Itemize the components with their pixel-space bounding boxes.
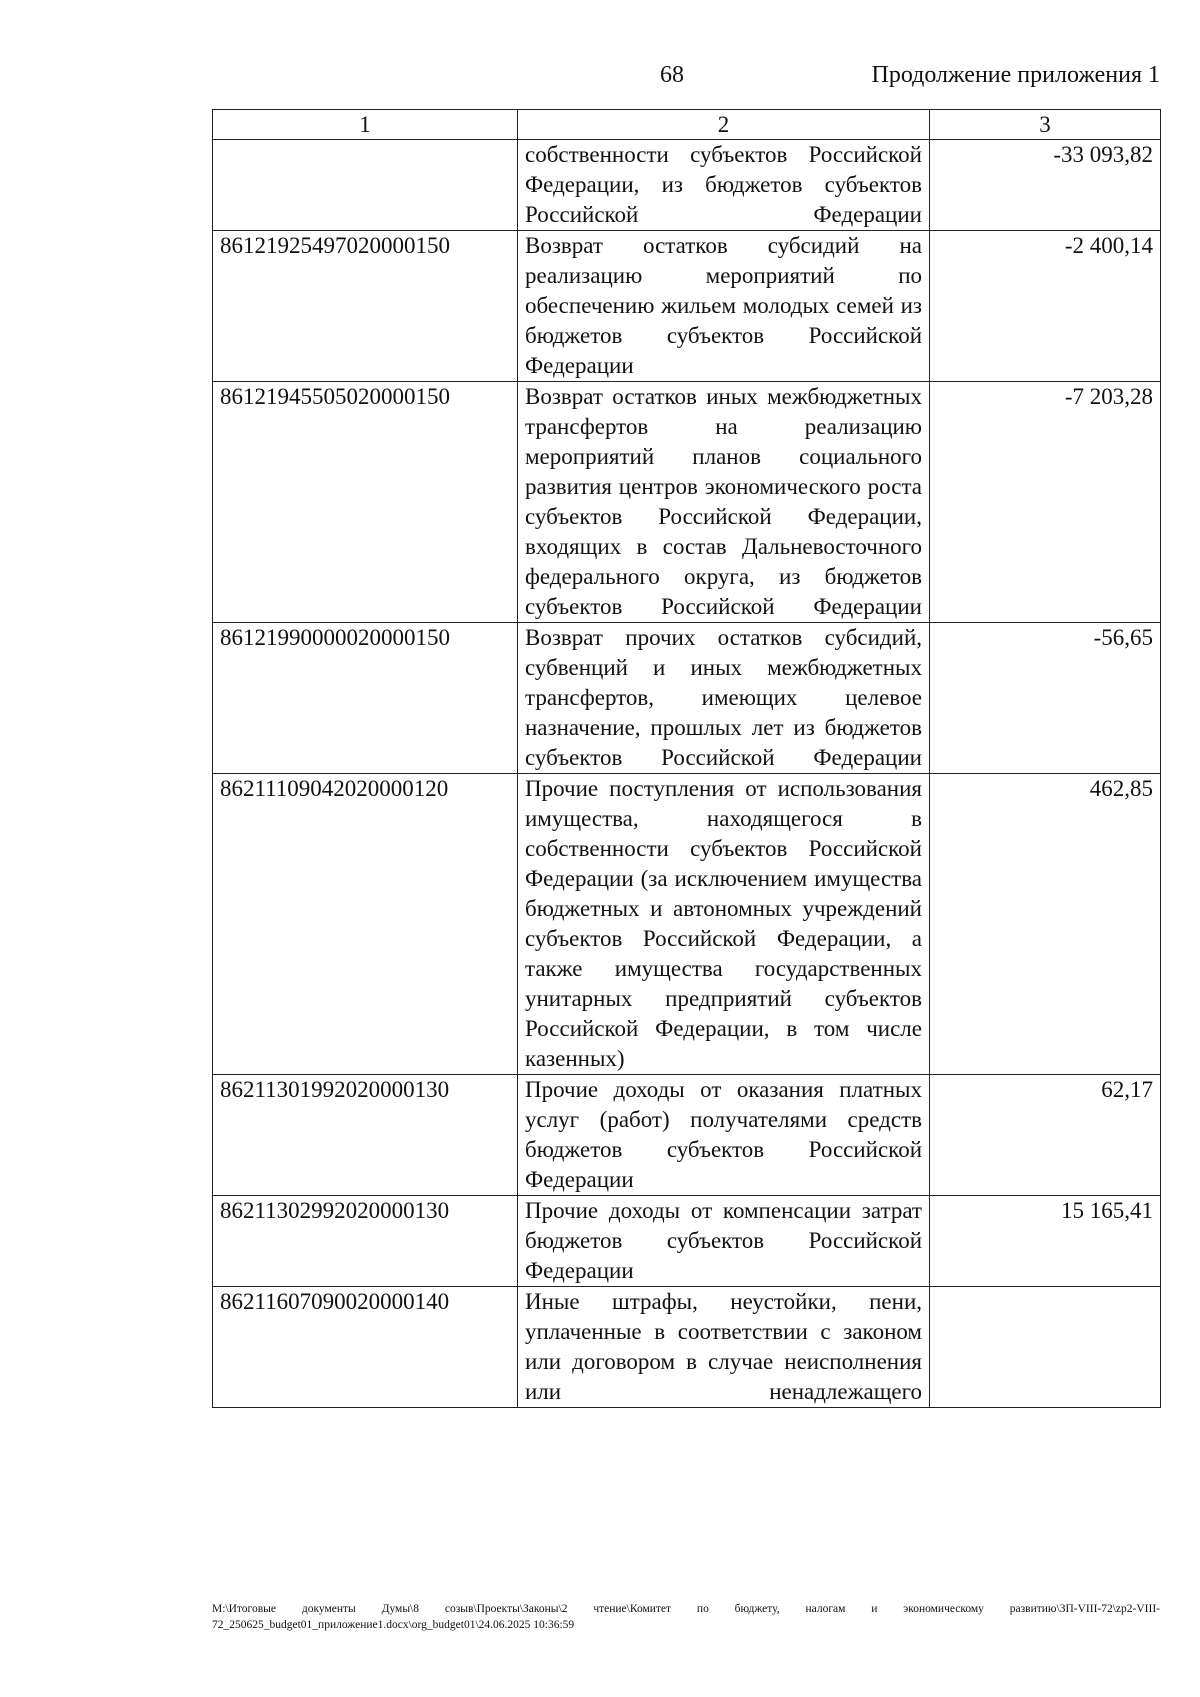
page-number: 68 [660,62,684,88]
table-row [213,382,1161,623]
income-description: Возврат остатков иных межбюджетных трансфертов на реализацию мероприятий планов социального развития центров экономического роста субъектов Российской Федерации, входящих в состав Дальневосточного федерального округа, из бюджетов субъектов Российской Федерации [518,382,930,623]
budget-code: 86211302992020000130 [213,1196,518,1287]
income-description: Иные штрафы, неустойки, пени, уплаченные в соответствии с законом или договором в случае неисполнения или ненадлежащего [518,1287,930,1408]
table-row [213,623,1161,774]
table-row [213,774,1161,1075]
table-row [213,140,1161,231]
table-header [213,110,1161,140]
table-row [213,1196,1161,1287]
amount: 462,85 [930,774,1161,1075]
income-description: Прочие поступления от использования имущества, находящегося в собственности субъектов Российской Федерации (за исключением имущества бюджетных и автономных учреждений субъектов Российской Федерации, а также имущества государственных унитарных предприятий субъектов Российской Федерации, в том числе казенных) [518,774,930,1075]
document-file-path: M:\Итоговые документы Думы\8 созыв\Проекты\Законы\2 чтение\Комитет по бюджету, налогам и экономическому развитию\ЗП-VIII-72\zp2-VIII-72_250625_budget01_приложение1.docx\org_budget01\24.06.2025 10:36:59 [212,1603,1160,1631]
income-description: Возврат прочих остатков субсидий, субвенций и иных межбюджетных трансфертов, имеющих целевое назначение, прошлых лет из бюджетов субъектов Российской Федерации [518,623,930,774]
table-row [213,231,1161,382]
income-description: Возврат остатков субсидий на реализацию мероприятий по обеспечению жильем молодых семей из бюджетов субъектов Российской Федерации [518,231,930,382]
column-header-1: 1 [213,110,518,140]
amount: -56,65 [930,623,1161,774]
budget-code: 86211109042020000120 [213,774,518,1075]
budget-code [213,140,518,231]
amount: -33 093,82 [930,140,1161,231]
column-header-2: 2 [518,110,930,140]
income-description: Прочие доходы от оказания платных услуг (работ) получателями средств бюджетов субъектов Российской Федерации [518,1075,930,1196]
appendix-continuation-label: Продолжение приложения 1 [871,62,1160,88]
amount: 15 165,41 [930,1196,1161,1287]
budget-code: 86211301992020000130 [213,1075,518,1196]
column-number-row [213,110,1161,140]
budget-code: 86121945505020000150 [213,382,518,623]
appendix-table [212,109,1161,1408]
page-header [212,62,1160,96]
table-row [213,1287,1161,1408]
amount: -2 400,14 [930,231,1161,382]
income-description: Прочие доходы от компенсации затрат бюджетов субъектов Российской Федерации [518,1196,930,1287]
budget-code: 86121990000020000150 [213,623,518,774]
table-row [213,1075,1161,1196]
budget-code: 86121925497020000150 [213,231,518,382]
amount [930,1287,1161,1408]
amount: -7 203,28 [930,382,1161,623]
budget-code: 86211607090020000140 [213,1287,518,1408]
income-description: собственности субъектов Российской Федерации, из бюджетов субъектов Российской Федерации [518,140,930,231]
column-header-3: 3 [930,110,1161,140]
amount: 62,17 [930,1075,1161,1196]
